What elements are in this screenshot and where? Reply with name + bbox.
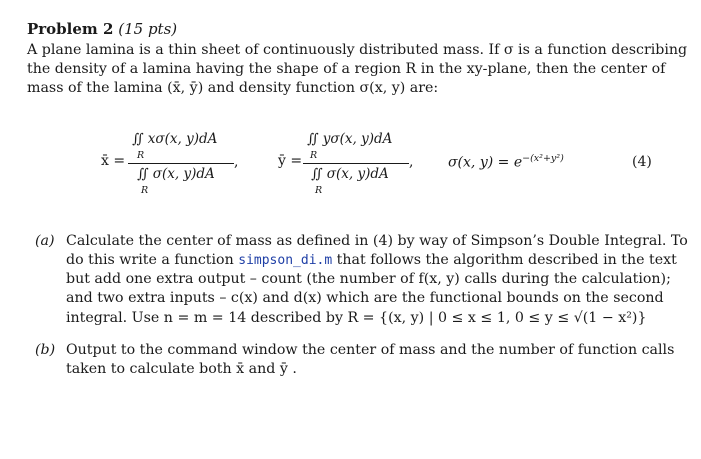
ybar-fraction-line [303,163,409,164]
part-a-line-3: but add one extra output – count (the number of f(x, y) calls during the calculation); [66,271,671,287]
part-a-label: (a) [35,233,55,249]
xbar-denominator: ∬ σ(x, y)dA [137,166,215,182]
intro-line-2: the density of a lamina having the shape of a region R in the xy-plane, then the center of [27,61,666,77]
part-a-line-4: and two extra inputs – c(x) and d(x) which are the functional bounds on the second [66,290,664,306]
part-b-line-2: taken to calculate both x̄ and ȳ . [66,361,297,377]
ybar-comma: , [409,154,414,170]
xbar-fraction-line [128,163,234,164]
part-a-line-2 [66,252,677,268]
ybar-den-region: R [315,185,323,196]
problem-heading [27,20,177,38]
function-name-code: simpson_di.m [238,253,333,268]
density-exponent: −(x²+y²) [522,153,564,164]
xbar-numerator: ∬ xσ(x, y)dA [132,131,218,147]
xbar-den-region: R [141,185,149,196]
ybar-numerator: ∬ yσ(x, y)dA [307,131,393,147]
xbar-comma: , [234,154,239,170]
ybar-lhs: ȳ = [278,153,303,169]
intro-line-3: mass of the lamina (x̄, ȳ) and density function σ(x, y) are: [27,80,439,96]
part-b-line-1: Output to the command window the center of mass and the number of function calls [66,342,675,358]
density-function [448,153,564,171]
problem-points: (15 pts) [118,20,178,38]
part-a-line-2-pre: do this write a function [66,252,239,268]
density-lhs: σ(x, y) = e [448,154,523,171]
part-a-line-5: integral. Use n = m = 14 described by R = {(x, y) | 0 ≤ x ≤ 1, 0 ≤ y ≤ √(1 − x²)} [66,310,647,326]
part-b-label: (b) [35,342,56,358]
equation-number: (4) [632,154,652,170]
ybar-denominator: ∬ σ(x, y)dA [311,166,389,182]
part-a-line-2-post: that follows the algorithm described in the text [332,252,677,268]
intro-line-1: A plane lamina is a thin sheet of continuously distributed mass. If σ is a function describing [27,42,688,58]
xbar-num-region: R [137,150,145,161]
part-a-line-1: Calculate the center of mass as defined in (4) by way of Simpson’s Double Integral. To [66,233,688,249]
problem-title: Problem 2 [27,20,114,38]
ybar-num-region: R [310,150,318,161]
xbar-lhs: x̄ = [101,153,126,169]
